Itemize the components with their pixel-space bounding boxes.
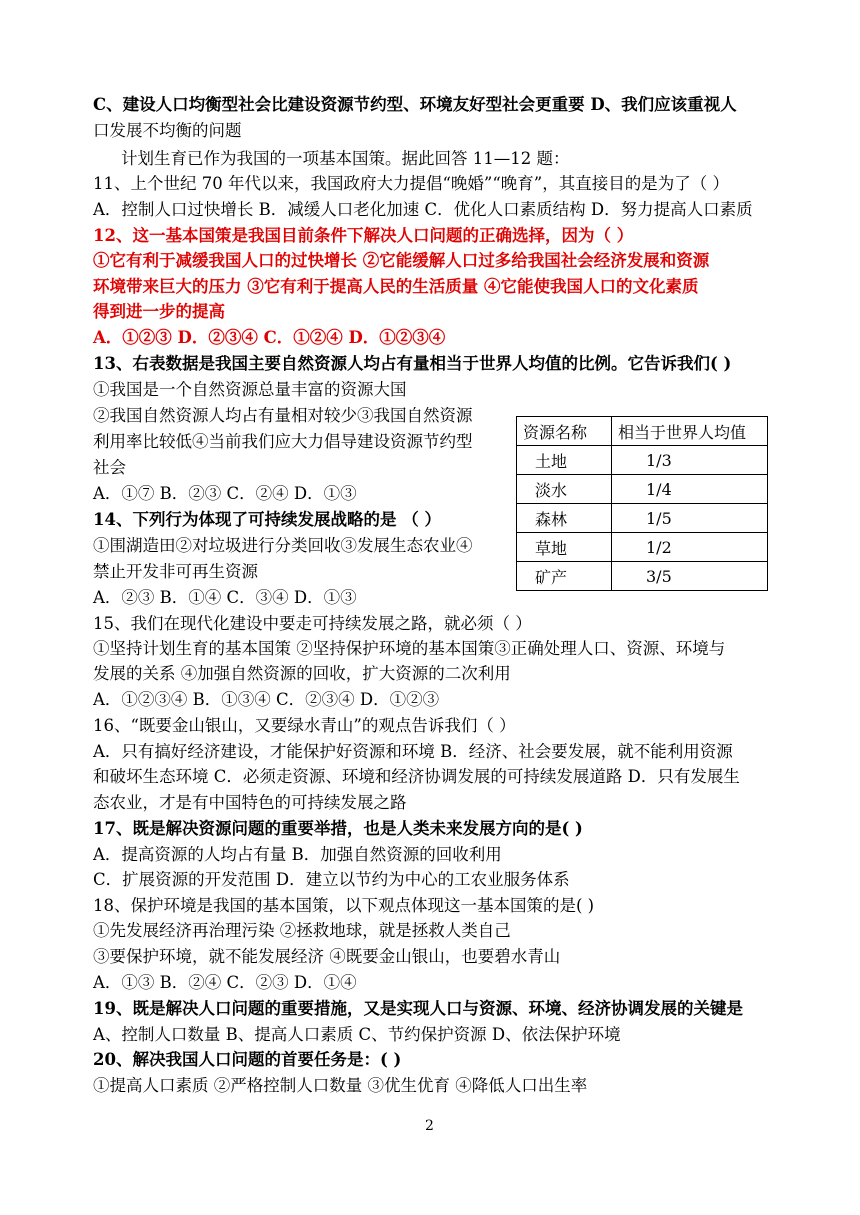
q18: 18、保护环境是我国的基本国策，以下观点体现这一基本国策的是( ) — [93, 896, 595, 915]
q18-options: A．①③ B．②④ C．②③ D．①④ — [93, 973, 357, 992]
q18-statement: ③要保护环境，就不能发展经济 ④既要金山银山，也要碧水青山 — [93, 947, 561, 966]
table-header-row — [517, 417, 768, 446]
q17-options: C．扩展资源的开发范围 D．建立以节约为中心的工农业服务体系 — [93, 870, 570, 889]
q13-statement: 社会 — [93, 458, 126, 477]
q18-statement: ①先发展经济再治理污染 ②拯救地球，就是拯救人类自己 — [93, 921, 511, 940]
q19-options: A、控制人口数量 B、提高人口素质 C、节约保护资源 D、依法保护环境 — [93, 1025, 621, 1044]
q15-statement: 发展的关系 ④加强自然资源的回收，扩大资源的二次利用 — [93, 664, 511, 683]
q14-statement: 禁止开发非可再生资源 — [93, 562, 258, 581]
q12-statement: 得到进一步的提高 — [93, 302, 225, 321]
table-cell: 1/4 — [612, 475, 768, 504]
q16-option-text: 态农业，才是有中国特色的可持续发展之路 — [93, 793, 407, 812]
q14-statement: ①围湖造田②对垃圾进行分类回收③发展生态农业④ — [93, 536, 473, 555]
table-row — [517, 504, 768, 533]
resource-table — [516, 416, 768, 591]
q13-statement: ②我国自然资源人均占有量相对较少③我国自然资源 — [93, 406, 473, 425]
page-number: 2 — [425, 1118, 434, 1134]
table-row — [517, 475, 768, 504]
q15-statement: ①坚持计划生育的基本国策 ②坚持保护环境的基本国策③正确处理人口、资源、环境与 — [93, 639, 726, 658]
q12-options: A．①②③ D．②③④ C．①②④ D．①②③④ — [93, 328, 446, 347]
table-row — [517, 562, 768, 591]
table-cell: 3/5 — [612, 562, 768, 591]
table-row — [517, 533, 768, 562]
q11: 11、上个世纪 70 年代以来，我国政府大力提倡“晚婚”“晚育”，其直接目的是为了（ ） — [93, 174, 729, 193]
q13-options: A．①⑦ B．②③ C．②④ D．①③ — [93, 484, 357, 503]
q15: 15、我们在现代化建设中要走可持续发展之路，就必须（ ） — [93, 614, 532, 633]
q13-statement: ①我国是一个自然资源总量丰富的资源大国 — [93, 380, 407, 399]
intro-11-12: 计划生育已作为我国的一项基本国策。据此回答 11—12 题： — [121, 149, 570, 168]
q13-statement: 利用率比较低④当前我们应大力倡导建设资源节约型 — [93, 432, 473, 451]
q12-statement: ①它有利于减缓我国人口的过快增长 ②它能缓解人口过多给我国社会经济发展和资源 — [93, 251, 710, 270]
q19: 19、既是解决人口问题的重要措施，又是实现人口与资源、环境、经济协调发展的关键是 — [93, 999, 743, 1018]
c-option: C、建设人口均衡型社会比建设资源节约型、环境友好型社会更重要 D、我们应该重视人 — [93, 95, 737, 114]
q12: 12、这一基本国策是我国目前条件下解决人口问题的正确选择，因为（ ） — [93, 226, 634, 245]
table-cell: 森林 — [517, 504, 612, 533]
q16-option-text: A．只有搞好经济建设，才能保护好资源和环境 B．经济、社会要发展，就不能利用资源 — [93, 742, 733, 761]
q16: 16、“既要金山银山，又要绿水青山”的观点告诉我们（ ） — [93, 716, 516, 735]
q11-options: A．控制人口过快增长 B．减缓人口老化加速 C．优化人口素质结构 D．努力提高人口素质 — [93, 200, 753, 219]
table-cell: 淡水 — [517, 475, 612, 504]
q17-options: A．提高资源的人均占有量 B．加强自然资源的回收利用 — [93, 845, 502, 864]
q16-option-text: 和破坏生态环境 C．必须走资源、环境和经济协调发展的可持续发展道路 D．只有发展生 — [93, 767, 740, 786]
table-row — [517, 446, 768, 475]
table-header: 相当于世界人均值 — [612, 417, 768, 446]
q14-options: A．②③ B．①④ C．③④ D．①③ — [93, 588, 357, 607]
q13: 13、右表数据是我国主要自然资源人均占有量相当于世界人均值的比例。它告诉我们( ) — [93, 354, 732, 373]
table-header: 资源名称 — [517, 417, 612, 446]
q20-statement: ①提高人口素质 ②严格控制人口数量 ③优生优育 ④降低人口出生率 — [93, 1076, 588, 1095]
table-cell: 1/3 — [612, 446, 768, 475]
table-cell: 矿产 — [517, 562, 612, 591]
c-option-cont: 口发展不均衡的问题 — [93, 121, 242, 140]
q15-options: A．①②③④ B．①③④ C．②③④ D．①②③ — [93, 690, 440, 709]
q17: 17、既是解决资源问题的重要举措，也是人类未来发展方向的是( ) — [93, 819, 583, 838]
table-cell: 土地 — [517, 446, 612, 475]
q14: 14、下列行为体现了可持续发展战略的是 （ ） — [93, 510, 441, 529]
table-cell: 草地 — [517, 533, 612, 562]
q12-statement: 环境带来巨大的压力 ③它有利于提高人民的生活质量 ④它能使我国人口的文化素质 — [93, 277, 699, 296]
q20: 20、解决我国人口问题的首要任务是：( ) — [93, 1050, 402, 1069]
table-cell: 1/5 — [612, 504, 768, 533]
table-cell: 1/2 — [612, 533, 768, 562]
